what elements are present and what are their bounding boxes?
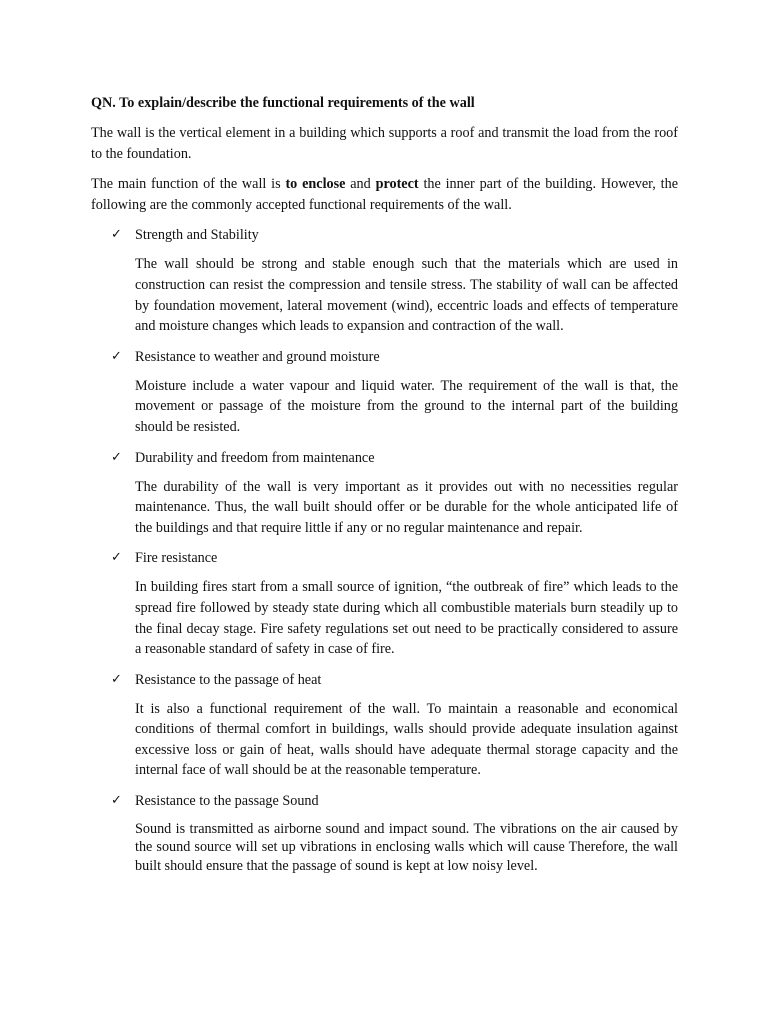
requirement-heading-text: Resistance to the passage Sound xyxy=(135,793,319,810)
requirement-sound-passage xyxy=(91,791,678,875)
bold-protect: protect xyxy=(375,176,419,193)
requirement-heading-text: Durability and freedom from maintenance xyxy=(135,449,375,466)
requirement-text: The durability of the wall is very important as it provides out with no necessities regular maintenance. Thus, the wall built should offer or be durable for the whole anticipated life of the buildings and that require little if any or no regular maintenance and repair. xyxy=(135,478,678,536)
page-title: QN. To explain/describe the functional requirements of the wall xyxy=(91,95,475,111)
document-page xyxy=(91,93,678,885)
requirement-heading xyxy=(91,670,678,690)
requirement-heading-text: Resistance to the passage of heat xyxy=(135,671,322,688)
check-icon: ✓ xyxy=(111,449,122,465)
requirement-fire-resistance xyxy=(91,548,678,659)
main-function-paragraph xyxy=(91,174,678,215)
requirement-heat-passage xyxy=(91,670,678,781)
requirement-text: The wall should be strong and stable enough such that the materials which are used in construction can resist the compression and tensile stress. The stability of wall can be affected by foundation movement, lateral movement (wind), eccentric loads and effects of temperature and moisture changes which leads to expansion and contraction of the wall. xyxy=(135,256,678,335)
requirement-heading xyxy=(91,225,678,245)
check-icon: ✓ xyxy=(111,793,122,809)
requirement-text: It is also a functional requirement of the wall. To maintain a reasonable and economical conditions of thermal comfort in buildings, walls should provide adequate insulation against excessive loss or gain of heat, walls should have adequate thermal storage capacity and the internal face of wall should be at the reasonable temperature. xyxy=(135,700,678,779)
requirement-heading-text: Strength and Stability xyxy=(135,227,259,244)
check-icon: ✓ xyxy=(111,227,122,243)
requirement-heading-text: Fire resistance xyxy=(135,550,218,567)
requirement-heading xyxy=(91,347,678,367)
bold-to-enclose: to enclose xyxy=(285,176,346,193)
requirement-heading xyxy=(91,791,678,811)
requirement-text: In building fires start from a small source of ignition, “the outbreak of fire” which leads to the spread fire followed by steady state during which all combustible materials burn steadily up to the final decay stage. Fire safety regulations set out need to be practically considered to assure a reasonable standard of safety in case of fire. xyxy=(135,579,678,658)
main-function-text-start: The main function of the wall is xyxy=(91,176,286,193)
requirement-strength-stability xyxy=(91,225,678,336)
check-icon: ✓ xyxy=(111,348,122,364)
requirement-text: Moisture include a water vapour and liquid water. The requirement of the wall is that, the movement or passage of the moisture from the ground to the internal part of the building should be resisted. xyxy=(135,377,678,435)
requirement-heading xyxy=(91,448,678,468)
main-function-text-and: and xyxy=(345,176,376,193)
check-icon: ✓ xyxy=(111,550,122,566)
requirement-heading xyxy=(91,548,678,568)
requirement-text: Sound is transmitted as airborne sound and impact sound. The vibrations on the air caused by the sound source will set up vibrations in enclosing walls which will cause Therefore, the wall built should ensure that the passage of sound is kept at low noisy level. xyxy=(135,821,678,874)
intro-paragraph: The wall is the vertical element in a building which supports a roof and transmit the load from the roof to the foundation. xyxy=(91,125,678,162)
main-function-text-end: the inner part of the building. However, the following are the commonly accepted functional requirements of the wall. xyxy=(91,176,678,213)
requirement-durability xyxy=(91,448,678,539)
check-icon: ✓ xyxy=(111,671,122,687)
requirement-heading-text: Resistance to weather and ground moisture xyxy=(135,348,380,365)
requirement-weather-moisture xyxy=(91,347,678,438)
